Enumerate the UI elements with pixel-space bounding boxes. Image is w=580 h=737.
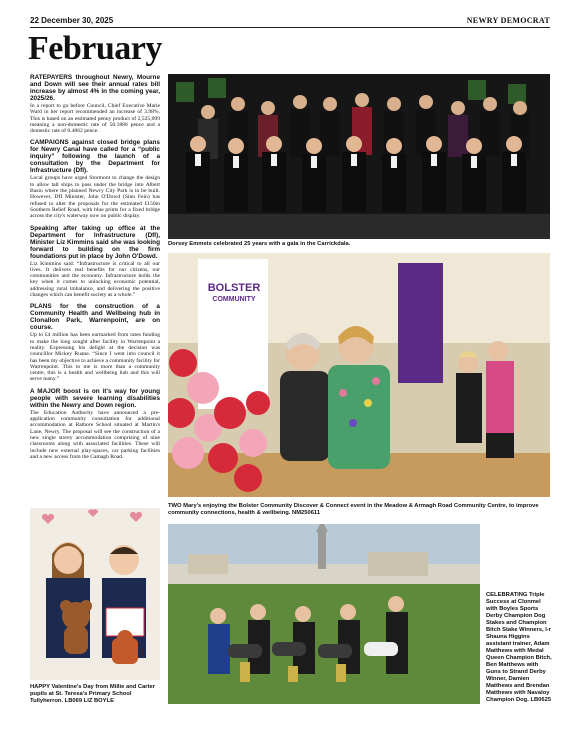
bolster-caption: TWO Mary's enjoying the Bolster Community Discover & Connect event in the Meadow & Armagh Road Community Centre, to improve community connections, health & wellbeing. NM250611 (168, 503, 539, 516)
news-column (30, 74, 160, 465)
bolster-banner (206, 283, 262, 305)
page-date: 22 December 30, 2025 (30, 16, 114, 25)
story-lead: A MAJOR boost is on it's way for young people with severe learning disabilities within the Newry and Down region. (30, 387, 160, 409)
story-canal (30, 139, 160, 219)
greyhound-winners-photo (168, 524, 480, 704)
valentines-caption: HAPPY Valentine's Day from Millie and Carter pupils at St. Teresa's Primary School Tullyherron. LB069 LIZ BOYLE (30, 684, 155, 704)
header-rule (30, 27, 550, 28)
gala-caption: Dorsey Emmets celebrated 25 years with a gala in the Carrickdala. (168, 241, 351, 247)
page-title: February (28, 30, 162, 67)
story-minister (30, 225, 160, 299)
story-lead: Speaking after taking up office at the Department for Infrastructure (DfI), Minister Liz Kimmins said she was looking forward to building on the firm foundations put in place by John O'Dowd. (30, 224, 160, 260)
story-warrenpoint-hub (30, 303, 160, 382)
story-lead: RATEPAYERS throughout Newry, Mourne and Down will see their annual rates bill increase by almost 4% in the coming year, 2025/26. (30, 74, 160, 102)
greyhound-caption: CELEBRATING Triple Success at Clonmel with Boyles Sports Derby Champion Dog Stakes and Champion Bitch Stake Winners, l-r Shauna Higgins assistant trainer, Adam Matthews with Medal Queen Champion Bitch, Ben Matthews with Guns to Strand Derby Winner, Damien Matthews and Brendan Matthews with Navaloy Champion Dog. LB0625 (486, 592, 552, 703)
valentines-photo (30, 508, 160, 680)
banner-line2: COMMUNITY (212, 296, 256, 303)
story-lead: PLANS for the construction of a Community Health and Wellbeing hub in Clonallon Park, Warrenpoint, are on course. (30, 303, 160, 332)
story-lead: CAMPAIGNS against closed bridge plans for Newry Canal have called for a “public inquiry” following the launch of a consultation by the Department for Infrastructure (DfI). (30, 139, 160, 175)
story-body: Up to £4 million has been earmarked from rates funding to make the long sought after facility in Warrenpoint a reality. Expressing his delight at the decision was councillor Mickey Ruane. “Since I went into council it has been my objective to achieve a community facility for Warrenpoint. This to me is more than a community centre, this is a health and wellbeing hub and this will serve many.” (30, 332, 161, 383)
banner-line1: BOLSTER (207, 282, 261, 294)
story-body: Local groups have urged Stormont to change the design to allow tall ships to pass under the bridge into Albert Basin where the planned Newry City Park is to be built. However, DfI Minister, John O'Dowd (Sinn Fein) has refused to alter the proposals for the estimated £150m Southern Relief Road, with blue prints for a fixed bridge across the city's waterway now on public display. (30, 175, 160, 220)
valentines-photo-art (30, 508, 160, 680)
newspaper-name: NEWRY DEMOCRAT (466, 16, 550, 25)
story-body: Liz Kimmins said: “Infrastructure is critical to all our lives. It delivers real benefits for our citizens, our communities and the economy. Infrastructure holds the key when it comes to unlocking economic potential, addressing rural imbalance, and delivering the positive changes which can benefit society as a whole.” (30, 260, 160, 299)
gala-photo-art (168, 74, 550, 239)
gala-group-photo (168, 74, 550, 239)
story-rathore-school (30, 388, 160, 460)
greyhound-photo-art (168, 524, 480, 704)
bolster-event-photo (168, 253, 550, 497)
story-rates (30, 74, 160, 134)
story-body: The Education Authority have announced a pre-application community consultation for additional accommodation at Rathore School situated at Martin's Lane, Newry. The proposal will see the construction of a new single storey accommodation comprising of nine classrooms along with associated facilities. These will include new external play-spaces, car parking facilities and a new access from the Camagh Road. (30, 409, 160, 460)
story-body: In a report to go before Council, Chief Executive Marie Ward in her report recommended an increase of 3.98%. This is based on an estimated penny product of 2,525,099 meaning a non-domestic rate of 50.1886 pence and a domestic rate of 0.4862 pence. (30, 103, 160, 135)
